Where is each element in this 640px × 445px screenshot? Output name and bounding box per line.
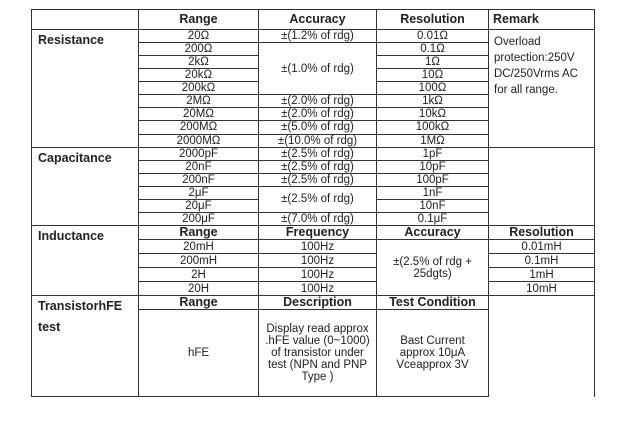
transistor-range-cell: hFE	[139, 310, 259, 397]
resistance-resolution-cell: 10kΩ	[377, 108, 489, 121]
resistance-resolution-cell: 10Ω	[377, 69, 489, 82]
header-resolution: Resolution	[377, 10, 489, 30]
inductance-range-cell: 200mH	[139, 254, 259, 268]
resistance-resolution-cell: 1kΩ	[377, 95, 489, 108]
capacitance-accuracy-cell: ±(7.0% of rdg)	[259, 212, 377, 225]
transistor-label-word: Transistor	[38, 299, 99, 314]
capacitance-range-cell: 200μF	[139, 212, 259, 225]
transistor-header-test-condition: Test Condition	[377, 296, 489, 310]
inductance-header-frequency: Frequency	[259, 225, 377, 239]
inductance-header-accuracy: Accuracy	[377, 225, 489, 239]
resistance-range-cell: 2000MΩ	[139, 134, 259, 147]
resistance-resolution-cell: 0.1Ω	[377, 43, 489, 56]
resistance-resolution-cell: 1Ω	[377, 56, 489, 69]
capacitance-range-cell: 2000pF	[139, 147, 259, 160]
remark-text: Overload protection:250V DC/250Vrms AC for all range.	[489, 30, 595, 148]
inductance-resolution-cell: 0.01mH	[489, 240, 595, 254]
inductance-frequency-cell: 100Hz	[259, 282, 377, 296]
capacitance-accuracy-cell: ±(2.5% of rdg)	[259, 160, 377, 173]
resistance-range-cell: 200MΩ	[139, 121, 259, 134]
remark-empty	[489, 147, 595, 225]
transistor-label-hfe: hFE	[98, 299, 123, 314]
resistance-accuracy-cell: ±(5.0% of rdg)	[259, 121, 377, 134]
resistance-range-cell: 200Ω	[139, 43, 259, 56]
resistance-resolution-cell: 100Ω	[377, 82, 489, 95]
inductance-range-cell: 20H	[139, 282, 259, 296]
capacitance-resolution-cell: 1nF	[377, 186, 489, 199]
capacitance-resolution-cell: 0.1μF	[377, 212, 489, 225]
capacitance-accuracy-cell: ±(2.5% of rdg)	[259, 173, 377, 186]
capacitance-resolution-cell: 10nF	[377, 199, 489, 212]
resistance-accuracy-cell: ±(1.2% of rdg)	[259, 30, 377, 43]
inductance-resolution-cell: 1mH	[489, 268, 595, 282]
capacitance-range-cell: 200nF	[139, 173, 259, 186]
resistance-resolution-cell: 100kΩ	[377, 121, 489, 134]
resistance-range-cell: 2MΩ	[139, 95, 259, 108]
capacitance-label: Capacitance	[32, 147, 139, 225]
resistance-resolution-cell: 0.01Ω	[377, 30, 489, 43]
transistor-header-range: Range	[139, 296, 259, 310]
resistance-label: Resistance	[32, 30, 139, 148]
resistance-range-cell: 200kΩ	[139, 82, 259, 95]
resistance-accuracy-cell: ±(10.0% of rdg)	[259, 134, 377, 147]
inductance-resolution-cell: 10mH	[489, 282, 595, 296]
inductance-frequency-cell: 100Hz	[259, 240, 377, 254]
capacitance-range-cell: 20μF	[139, 199, 259, 212]
resistance-range-cell: 20kΩ	[139, 69, 259, 82]
capacitance-range-cell: 2μF	[139, 186, 259, 199]
transistor-description-cell: Display read approx .hFE value (0~1000) of transistor under test (NPN and PNP Type )	[259, 310, 377, 397]
transistor-label	[32, 296, 139, 397]
capacitance-resolution-cell: 1pF	[377, 147, 489, 160]
resistance-range-cell: 20MΩ	[139, 108, 259, 121]
header-range: Range	[139, 10, 259, 30]
inductance-range-cell: 20mH	[139, 240, 259, 254]
transistor-test-condition-cell: Bast Current approx 10μA Vceapprox 3V	[377, 310, 489, 397]
spec-table	[31, 9, 595, 397]
inductance-header-resolution: Resolution	[489, 225, 595, 239]
resistance-accuracy-cell: ±(2.0% of rdg)	[259, 95, 377, 108]
transistor-empty	[489, 296, 595, 397]
transistor-header-description: Description	[259, 296, 377, 310]
inductance-range-cell: 2H	[139, 268, 259, 282]
capacitance-range-cell: 20nF	[139, 160, 259, 173]
capacitance-accuracy-cell: ±(2.5% of rdg)	[259, 147, 377, 160]
inductance-frequency-cell: 100Hz	[259, 268, 377, 282]
resistance-accuracy-cell: ±(1.0% of rdg)	[259, 43, 377, 95]
resistance-accuracy-cell: ±(2.0% of rdg)	[259, 108, 377, 121]
inductance-header-range: Range	[139, 225, 259, 239]
header-accuracy: Accuracy	[259, 10, 377, 30]
inductance-resolution-cell: 0.1mH	[489, 254, 595, 268]
inductance-accuracy-cell: ±(2.5% of rdg + 25dgts)	[377, 240, 489, 296]
resistance-range-cell: 2kΩ	[139, 56, 259, 69]
capacitance-resolution-cell: 100pF	[377, 173, 489, 186]
capacitance-accuracy-cell: ±(2.5% of rdg)	[259, 186, 377, 212]
header-empty	[32, 10, 139, 30]
resistance-resolution-cell: 1MΩ	[377, 134, 489, 147]
capacitance-resolution-cell: 10pF	[377, 160, 489, 173]
transistor-label-test: test	[38, 320, 61, 335]
inductance-label: Inductance	[32, 225, 139, 295]
header-remark: Remark	[489, 10, 595, 30]
resistance-range-cell: 20Ω	[139, 30, 259, 43]
inductance-frequency-cell: 100Hz	[259, 254, 377, 268]
